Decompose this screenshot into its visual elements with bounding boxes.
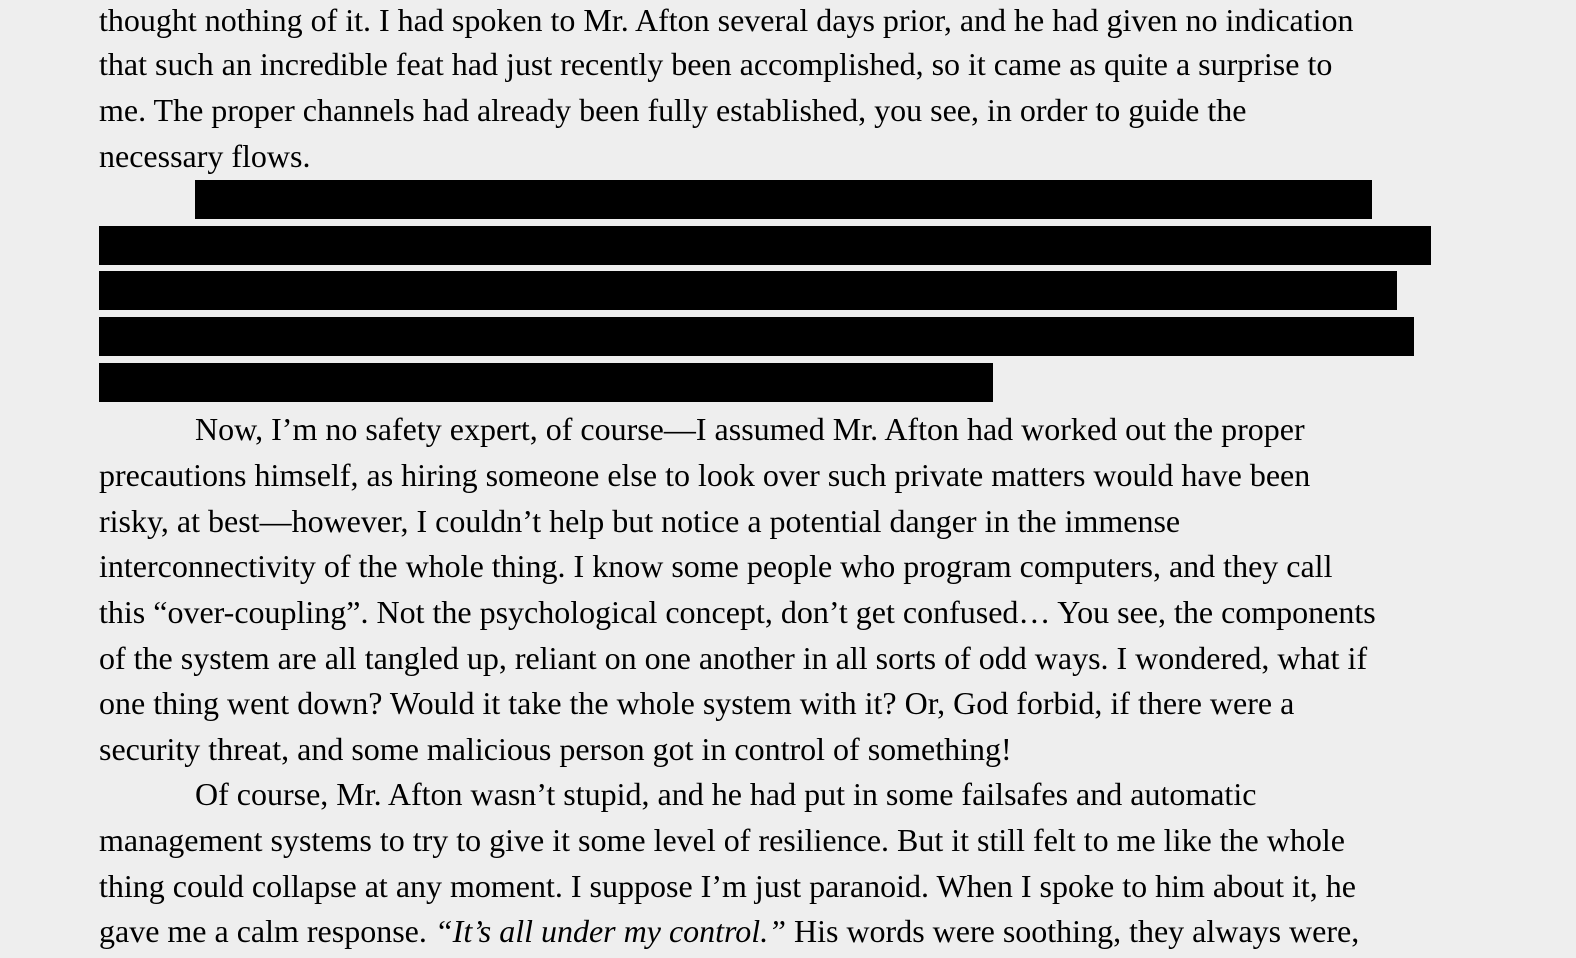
paragraph-1-line-4: necessary flows.: [99, 138, 311, 174]
paragraph-1-line-1: thought nothing of it. I had spoken to Mr. Afton several days prior, and he had given no indication: [99, 2, 1354, 38]
paragraph-2-line-7: one thing went down? Would it take the whole system with it? Or, God forbid, if there were a: [99, 685, 1295, 721]
redaction-bar-3: [99, 271, 1397, 310]
redaction-bar-2: [99, 226, 1431, 265]
redaction-bar-4: [99, 317, 1414, 356]
paragraph-2-line-2: precautions himself, as hiring someone else to look over such private matters would have been: [99, 457, 1311, 493]
paragraph-2-line-6: of the system are all tangled up, reliant on one another in all sorts of odd ways. I wondered, what if: [99, 640, 1368, 676]
paragraph-2-line-4: interconnectivity of the whole thing. I know some people who program computers, and they call: [99, 548, 1333, 584]
paragraph-3-line-4: [99, 911, 1359, 951]
line-text-before-quote: gave me a calm response.: [99, 913, 435, 949]
redaction-bar-1: [195, 180, 1372, 219]
paragraph-3-line-1: Of course, Mr. Afton wasn’t stupid, and he had put in some failsafes and automatic: [195, 776, 1257, 812]
paragraph-1-line-2: that such an incredible feat had just recently been accomplished, so it came as quite a surprise to: [99, 46, 1333, 82]
line-text-after-quote: His words were soothing, they always were,: [785, 913, 1360, 949]
paragraph-2-line-5: this “over-coupling”. Not the psychological concept, don’t get confused… You see, the components: [99, 594, 1376, 630]
paragraph-3-line-3: thing could collapse at any moment. I suppose I’m just paranoid. When I spoke to him about it, he: [99, 868, 1356, 904]
paragraph-2-line-3: risky, at best—however, I couldn’t help but notice a potential danger in the immense: [99, 503, 1181, 539]
paragraph-1-line-3: me. The proper channels had already been fully established, you see, in order to guide the: [99, 92, 1247, 128]
paragraph-2-line-8: security threat, and some malicious person got in control of something!: [99, 731, 1012, 767]
italic-quote: “It’s all under my control.”: [434, 913, 786, 949]
redaction-bar-5: [99, 363, 993, 402]
paragraph-3-line-2: management systems to try to give it some level of resilience. But it still felt to me like the whole: [99, 822, 1345, 858]
paragraph-2-line-1: Now, I’m no safety expert, of course—I assumed Mr. Afton had worked out the proper: [195, 411, 1305, 447]
